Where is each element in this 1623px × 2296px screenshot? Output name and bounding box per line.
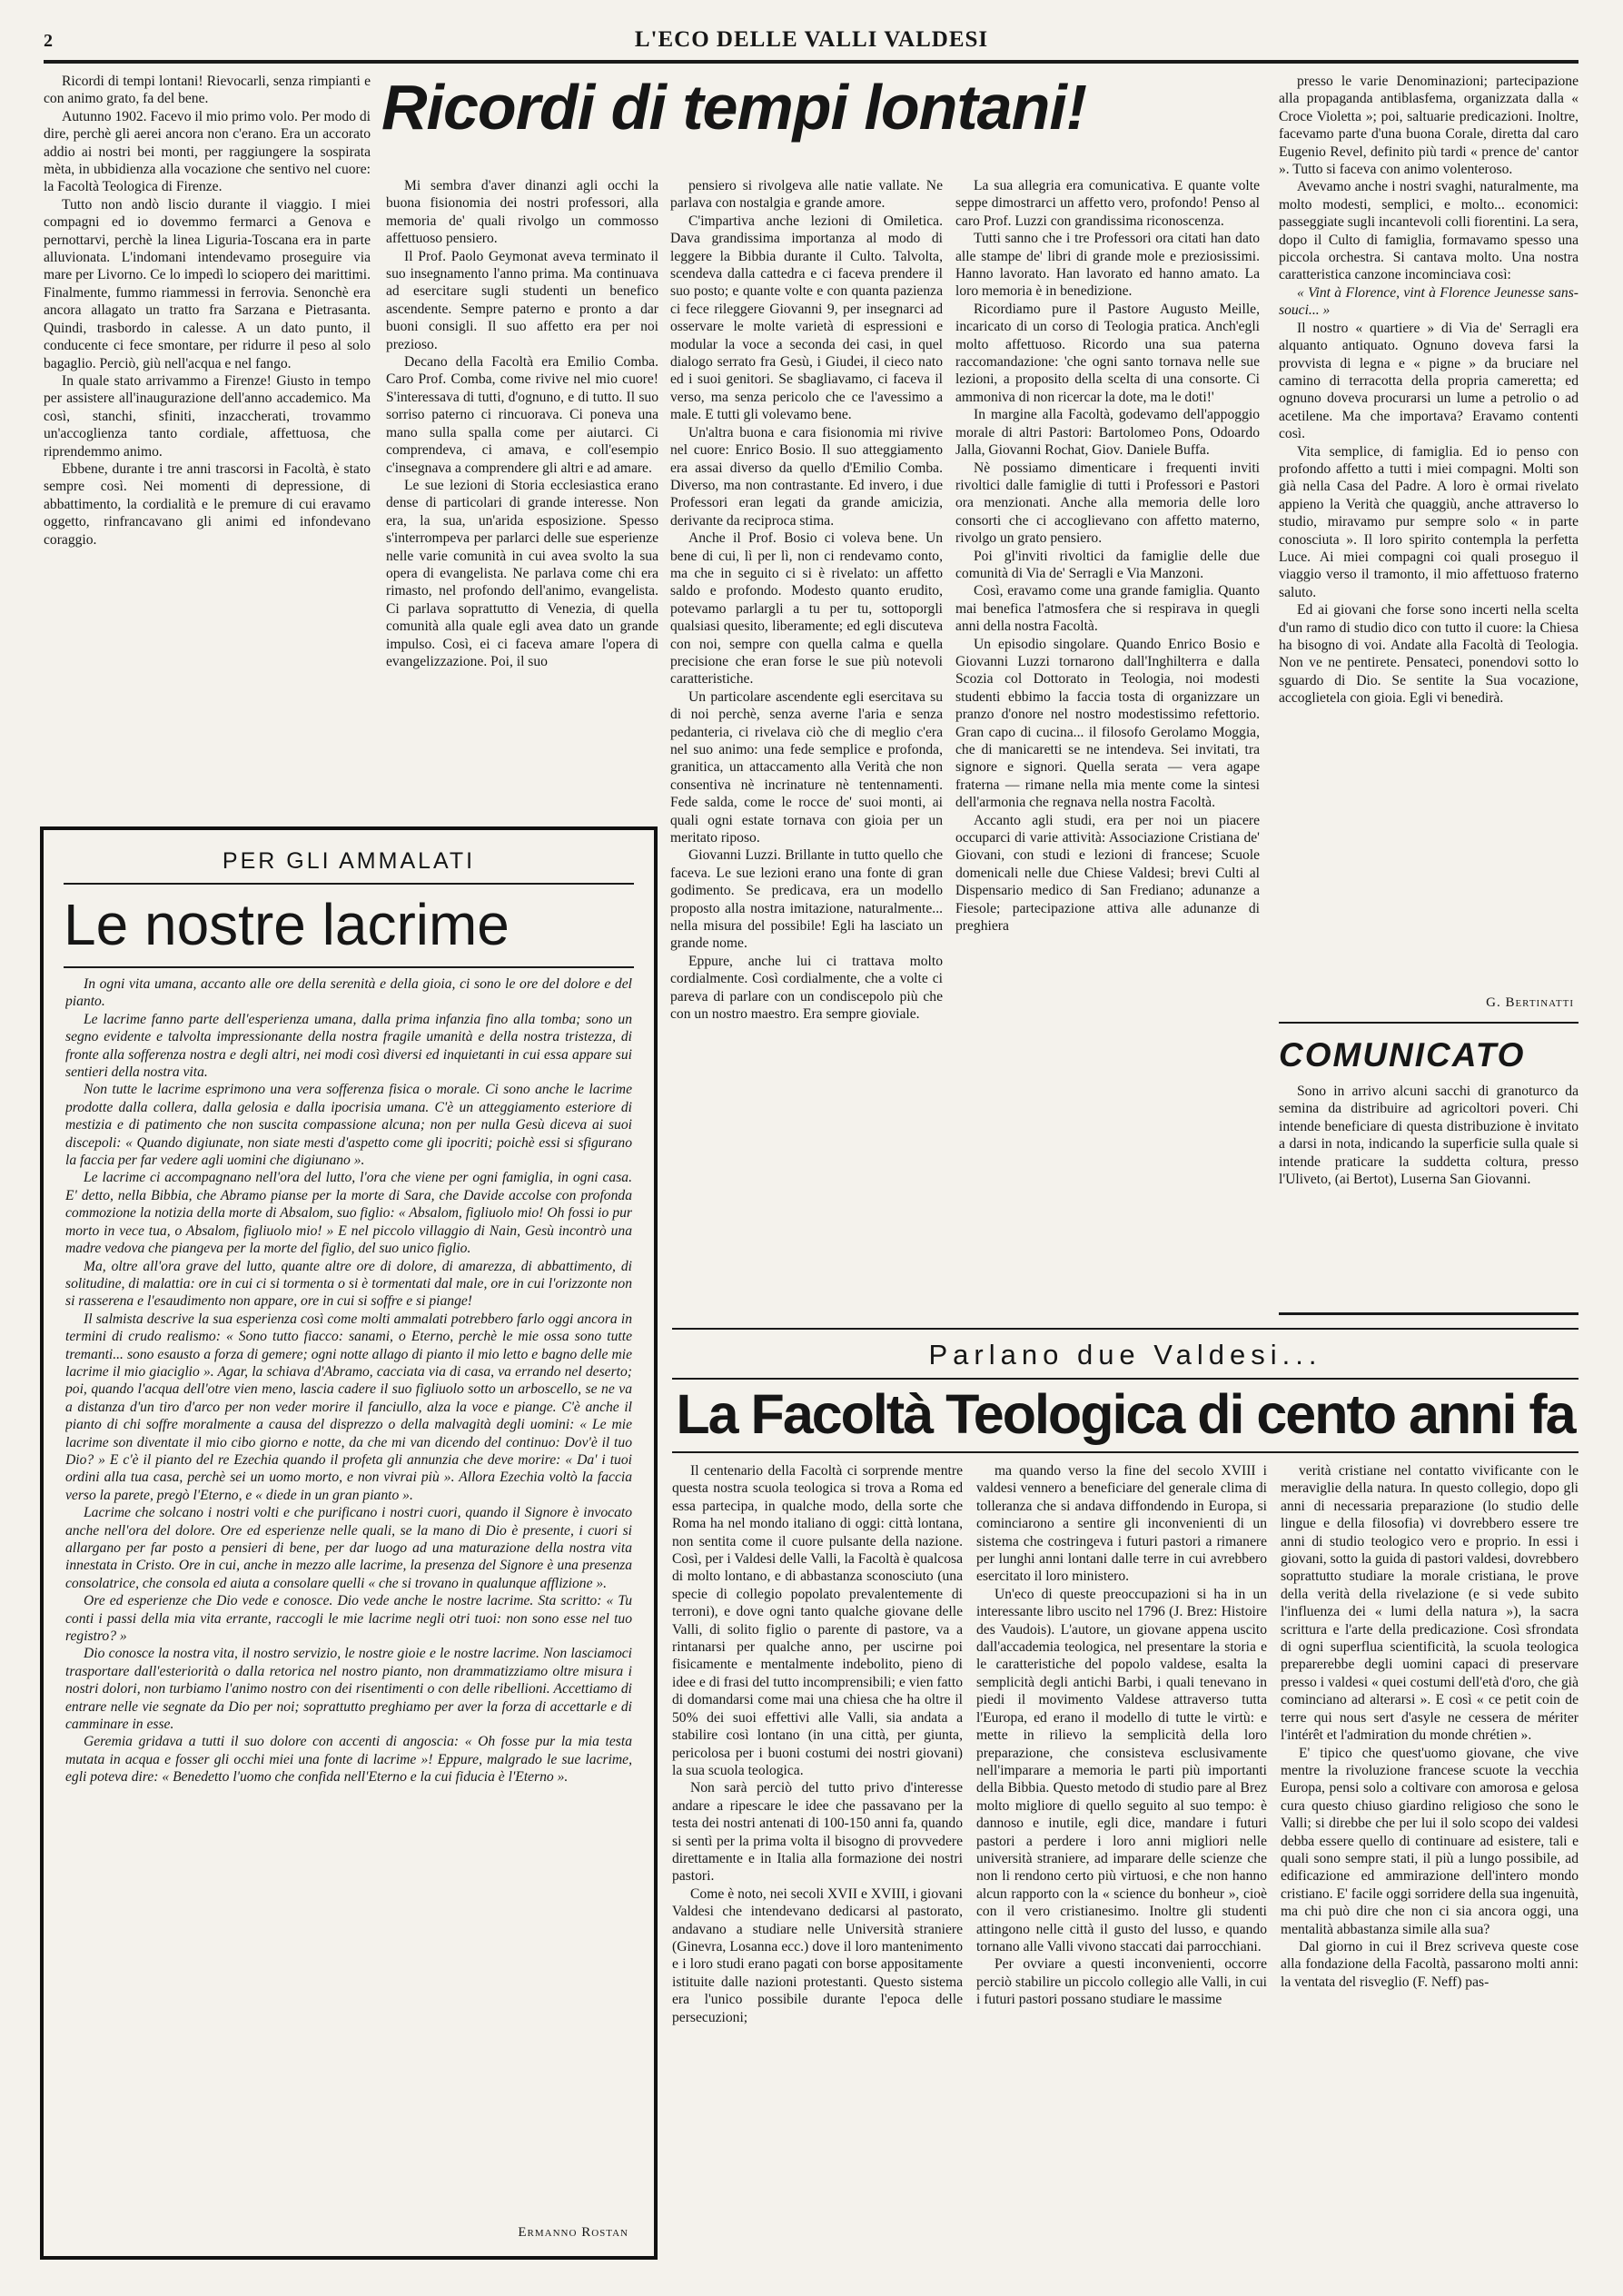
page-number: 2 [44,31,53,51]
ricordi-paragraph: Ricordi di tempi lontani! Rievocarli, senza rimpianti e con animo grato, fa del bene. [44,74,371,107]
facolta-title: La Facoltà Teologica di cento anni fa [676,1383,1575,1445]
facolta-paragraph: ma quando verso la fine del secolo XVIII i valdesi vennero a beneficiare del generale clima di tolleranza che si andava diffondendo in Europa, si cominciarono a sentire gli inconvenienti di un sistema che costringeva i futuri pastori a rimanere per lunghi anni lontani dalle terre in cui avrebbero esercitato il loro ministero. [976,1463,1267,1585]
comunicato-text: Sono in arrivo alcuni sacchi di granoturco da semina da distribuire ad agricoltori poveri. Chi intende beneficiare di questa distribuzione è invitato a darsi in nota, indicando la superficie sulla quale si intende praticare la suddetta coltura, presso l'Uliveto, (ai Bertot), Luserna San Giovanni. [1279,1084,1578,1188]
ricordi-title: Ricordi di tempi lontani! [381,72,1087,143]
lacrime-title: Le nostre lacrime [64,892,510,957]
ricordi-paragraph: Ed ai giovani che forse sono incerti nella scelta d'un ramo di studio dico con tutto il cuore: la Chiesa ha bisogno di voi. Andate alla Facoltà di Teologia. Non ve ne pentirete. Pensateci, ponendovi sotto lo sguardo di Dio. Se sentite la Sua vocazione, accoglietela con gioia. Egli vi benedirà. [1279,602,1578,707]
ricordi-paragraph: Mi sembra d'aver dinanzi agli occhi la buona fisionomia dei nostri professori, alla memoria de' quali rivolgo un commosso affettuoso pensiero. [386,178,658,247]
newspaper-title: L'ECO DELLE VALLI VALDESI [634,27,989,52]
ricordi-paragraph: presso le varie Denominazioni; partecipazione alla propaganda antiblasfema, organizzata dalla « Croce Violetta »; poi, saltuarie predicazioni. Inoltre, facevamo parte d'una buona Corale, diretta dal caro Eugenio Revel, definito più tardi « prence de' cantor ». Tutto si faceva con animo volenteroso. [1279,74,1578,178]
ricordi-paragraph: Un'altra buona e cara fisionomia mi rivive nel cuore: Enrico Bosio. Il suo atteggiamento era assai diverso da quello d'Emilio Comba. Diverso, ma non contrastante. Ed invero, i due Professori eran legati da grande amicizia, derivante da reciproca stima. [670,424,943,529]
facolta-rule-top [672,1328,1578,1330]
facolta-column-1 [672,1462,963,2261]
lacrime-kicker: PER GLI AMMALATI [222,848,476,874]
facolta-paragraph: Il centenario della Facoltà ci sorprende mentre questa nostra scuola teologica si trova a Roma ed essa partecipa, in qualche modo, della sorte che Roma ha nel mondo italiano di oggi: città lontana, non sentita come il cuore pulsante della nazione. Così, per i Valdesi delle Valli, la Facoltà è qualcosa di molto lontano, e di abbastanza sconosciuto (una specie di collegio popolato prevalentemente di terroni), e dove ogni tanto qualche giovane delle Valli, di solito figlio o parente di pastore, va a rintanarsi per qualche anno, per uscirne poi fisicamente e mentalmente indebolito, pieno di idee e di frasi del tutto incomprensibili; e vien fatto di domandarsi come mai una chiesa che ha oltre il 50% dei suoi effettivi alle Valli, sia andata a stabilire così lontano (in una città, per giunta, pericolosa per i buoni costumi dei nostri giovani) la sua scuola teologica. [672,1463,963,1778]
ricordi-paragraph: Così, eravamo come una grande famiglia. Quanto mai benefica l'atmosfera che si respirava in quegli anni della nostra Facoltà. [955,583,1260,635]
facolta-paragraph: Per ovviare a questi inconvenienti, occorre perciò stabilire un piccolo collegio alle Valli, in cui i futuri pastori possano studiare le massime [976,1956,1267,2008]
comunicato-body [1279,1083,1578,1305]
ricordi-paragraph: Ebbene, durante i tre anni trascorsi in Facoltà, è stato sempre così. Nei momenti di depressione, di abbattimento, la cordialità e le premure di cui eravamo oggetto, rinfrancavano gli animi ed infondevano coraggio. [44,460,371,548]
ricordi-paragraph: pensiero si rivolgeva alle natie vallate. Ne parlava con nostalgia e grande amore. [670,178,943,212]
ricordi-paragraph: Il Prof. Paolo Geymonat aveva terminato il suo insegnamento l'anno prima. Ma continuava ad esercitare sugli studenti un benefico ascendente. Sempre paterno e pronto a dar buoni consigli. Il suo affetto era per noi prezioso. [386,248,658,352]
ricordi-column-1 [44,73,371,804]
ricordi-paragraph: Il nostro « quartiere » di Via de' Serragli era alquanto antiquato. Ognuno doveva farsi la provvista di legna e « pigne » da bruciare nel camino di terracotta della propria cameretta; ed ognuno doveva procurarsi un lume a petrolio o ad acetilene. Ma che importava? Eravamo contenti così. [1279,320,1578,442]
facolta-title-rule [672,1451,1578,1453]
ricordi-paragraph: C'impartiva anche lezioni di Omiletica. Dava grandissima importanza al modo di leggere la Bibbia durante il Culto. Talvolta, scendeva dalla cattedra e ci faceva prendere il suo posto; e quante volte e con quanta pazienza ci fece rileggere Giovanni 9, per insegnarci ad osservare le molte varietà di espressioni e modular la voce a seconda dei casi, in quel dialogo serrato fra Gesù, i Giudei, il cieco nato ed i suoi genitori. Se sbagliavamo, ci faceva il verso, ma senza pericolo che ce l'avessimo a male. E tutti gli volevamo bene. [670,213,943,423]
ricordi-column-5 [1279,73,1578,999]
lacrime-paragraph: Lacrime che solcano i nostri volti e che purificano i nostri cuori, quando il Signore è invocato anche nell'ora del dolore. Ore ed esperienze nelle quali, se la mano di Dio è presente, i cuori si allargano per far posto a pensieri di bene, per dar luogo ad una maturazione della nostra vita innestata in Cristo. Ore in cui, anche in mezzo alle lacrime, la presenza del Signore è una presenza consolatrice, che consola ed aiuta a consolare quelli « che si trovano in qualunque afflizione ». [65,1505,632,1591]
ricordi-paragraph: Poi gl'inviti rivoltici da famiglie delle due comunità di Via de' Serragli e Via Manzoni. [955,548,1260,581]
ricordi-paragraph: Vita semplice, di famiglia. Ed io penso con profondo affetto a tutti i miei compagni. Molti son già nella Casa del Padre. A loro è ormai rivelato appieno la Verità che quaggiù, anche attraverso lo studio, miravamo pur sempre solo « in parte conosciuta ». Il loro spirito contempla la perfetta Luce. Ai miei compagni coi quali proseguo il viaggio verso il tramonto, il mio affettuoso fraterno saluto. [1279,443,1578,600]
facolta-kicker-rule [672,1378,1578,1380]
ricordi-paragraph: Anche il Prof. Bosio ci voleva bene. Un bene di cui, lì per lì, non ci rendevamo conto, ma che in seguito ci si è rivelato: un affetto saldo e profondo. Modesto quanto erudito, potevamo parlargli a tu per tu, sottoporgli qualsiasi quesito, liberamente; ed egli discuteva con noi, sempre con quella calma e quella precisione che eran forse le sue più notevoli caratteristiche. [670,530,943,688]
comunicato-title: COMUNICATO [1279,1036,1526,1074]
ricordi-paragraph: Un episodio singolare. Quando Enrico Bosio e Giovanni Luzzi tornarono dall'Inghilterra e dalla Scozia col Dottorato in Teologia, noi modesti studenti ebbimo la faccia tosta di organizzare un pranzo d'onore nel nostro modestissimo refettorio. Gran capo di cucina... il filosofo Gerolamo Moggia, che di manicaretti se ne intendeva. Sei invitati, tra signore e signori. Quella serata — vera agape fraterna — rimane nella mia mente come la sintesi dell'armonia che regnava nella nostra Facoltà. [955,636,1260,811]
ricordi-paragraph: Eppure, anche lui ci trattava molto cordialmente. Così cordialmente, che a volte ci pareva di parlare con un condiscepolo più che con un nostro maestro. Era sempre gioviale. [670,953,943,1023]
lacrime-box [40,826,658,2260]
ricordi-column-4 [955,177,1260,1317]
ricordi-paragraph: Autunno 1902. Facevo il mio primo volo. Per modo di dire, perchè gli aerei ancora non c'erano. Era un accorato addio ai nostri bei monti, per raggiungere la sospirata mèta, in ubbidienza alla vocazione che sentivo nel cuore: la Facoltà Teologica di Firenze. [44,108,371,195]
lacrime-paragraph: In ogni vita umana, accanto alle ore della serenità e della gioia, ci sono le ore del dolore e del pianto. [65,976,632,1010]
ricordi-paragraph: Avevamo anche i nostri svaghi, naturalmente, ma molto modesti, semplici, e molto... economici: passeggiate sugli incantevoli colli fiorentini. La sera, dopo il Culto di famiglia, formavamo spesso una piccola orchestra. Si cantava molto. Una nostra caratteristica canzone incominciava così: [1279,179,1578,283]
ricordi-paragraph: Nè possiamo dimenticare i frequenti inviti rivoltici dalle famiglie di tutti i Professori e Pastori ora menzionati. Anche alla memoria delle loro consorti che ci accoglievano con affetto materno, rivolgo un grato pensiero. [955,460,1260,547]
comunicato-rule-top [1279,1022,1578,1024]
facolta-paragraph: Non sarà perciò del tutto privo d'interesse andare a ripescare le idee che passavano per la testa dei nostri antenati di 100-150 anni fa, quando si sentì per la prima volta il bisogno di provvedere direttamente e in Italia alla formazione dei nostri pastori. [672,1780,963,1885]
lacrime-paragraph: Non tutte le lacrime esprimono una vera sofferenza fisica o morale. Ci sono anche le lacrime prodotte dalla collera, dalla gelosia e dalla ipocrisia umana. C'è un atteggiamento esteriore di mestizia e di patimento che non suscita compassione alcuna; non per nulla Gesù diceva ai suoi discepoli: « Quando digiunate, non siate mesti d'aspetto come gli ipocriti; poichè essi si sfigurano la faccia per far vedere agli uomini che digiunano ». [65,1082,632,1169]
facolta-paragraph: Come è noto, nei secoli XVII e XVIII, i giovani Valdesi che intendevano dedicarsi al pastorato, andavano a studiare nelle Università straniere (Ginevra, Losanna ecc.) dove il loro mantenimento e i loro studi erano pagati con borse appositamente istituite dalle nazioni protestanti. Questo sistema era l'unico possibile durante l'epoca delle persecuzioni; [672,1885,963,2025]
comunicato-rule-bottom [1279,1312,1578,1315]
ricordi-paragraph: In margine alla Facoltà, godevamo dell'appoggio morale di altri Pastori: Bartolomeo Pons, Odoardo Jalla, Giovanni Rochat, Giov. Daniele Buffa. [955,407,1260,459]
lacrime-paragraph: Ma, oltre all'ora grave del lutto, quante altre ore di dolore, di amarezza, di abbattimento, di solitudine, di malattia: ore in cui ci si tormenta o si è tormentati dal male, ore in cui l'orizzonte non si rasserena e l'esaudimento non appare, ore in cui si soffre e si piange! [65,1258,632,1310]
lacrime-paragraph: Il salmista descrive la sua esperienza così come molti ammalati potrebbero farlo oggi ancora in termini di crudo realismo: « Sono tutto fiacco: sanami, o Eterno, perchè le mie ossa sono tutte tremanti... sono esausto a forza di gemere; ogni notte allago di pianto il mio letto e bagno delle mie lacrime il mio giaciglio ». Agar, la schiava d'Abramo, cacciata via di casa, va errando nel deserto; poi, quando l'acqua dell'otre vien meno, lascia cadere il suo figliuolo sotto un arboscello, se ne va a distanza d'un tiro d'arco per non veder morire il fanciullo, alza la voce e piange. C'è anche il pianto di chi soffre moralmente a causa del disprezzo o della malvagità degli uomini: « Le mie lacrime son diventate il mio cibo giorno e notte, da che mi van dicendo del continuo: Dov'è il tuo Dio? » E c'è il pianto del re Ezechia quando il profeta gli annunzia che deve morire: « Da' i tuoi ordini alla tua casa, perchè sei un uomo morto, e non vivrai più ». Allora Ezechia voltò la faccia verso la parete, pregò l'Eterno, e « diede in un gran pianto ». [65,1311,632,1503]
facolta-column-2 [976,1462,1267,2261]
ricordi-signature: G. Bertinatti [1486,995,1574,1010]
lacrime-kicker-rule [64,883,634,885]
lacrime-signature: Ermanno Rostan [518,2225,628,2240]
lacrime-paragraph: Geremia gridava a tutti il suo dolore con accenti di angoscia: « Oh fosse pur la mia testa mutata in acqua e fosser gli occhi miei una fonte di lacrime »! Eppure, malgrado le sue lacrime, egli poteva dire: « Benedetto l'uomo che confida nell'Eterno e la cui fiducia è l'Eterno ». [65,1734,632,1786]
ricordi-paragraph: Un particolare ascendente egli esercitava su di noi perchè, senza averne l'aria e senza pedanteria, ci rivelava ciò che di meglio c'era nel suo animo: una fede semplice e profonda, granitica, un attaccamento alla Verità che non consentiva nè incrinature nè tentennamenti. Fede salda, come le rocce de' suoi monti, ai quali ogni estate tornava con gioia per un meritato riposo. [670,688,943,846]
facolta-kicker: Parlano due Valdesi... [928,1339,1322,1371]
ricordi-paragraph: Tutto non andò liscio durante il viaggio. I miei compagni ed io dovemmo fermarci a Genova e pernottarvi, perchè la linea Liguria-Toscana era in parte alluvionata. L'indomani intendevamo proseguire via mare per Livorno. Ce lo impedì lo sciopero dei marittimi. Finalmente, fummo riammessi in ferrovia. Senonchè era ancora allagato un tratto fra Sarzana e Pietrasanta. Quindi, trasbordo in calesse. A un dato punto, il conducente ci fece smontare, per ridurre il peso al solo bagaglio. Perciò, giù nell'acqua e nel fango. [44,196,371,371]
ricordi-paragraph: La sua allegria era comunicativa. E quante volte seppe dimostrarci un affetto vero, profondo! Penso al caro Prof. Luzzi con grandissima riconoscenza. [955,178,1260,229]
lacrime-title-rule [64,966,634,968]
ricordi-paragraph: In quale stato arrivammo a Firenze! Giusto in tempo per assistere all'inaugurazione dell'anno accademico. Ma così, stanchi, sfiniti, inzaccherati, trovammo un'accoglienza tanto cordiale, affettuosa, che riprendemmo animo. [44,372,371,460]
facolta-paragraph: E' tipico che quest'uomo giovane, che vive mentre la rivoluzione francese scuote la vecchia Europa, pensi solo a coltivare con amorosa e gelosa cura questo chiuso giardino religioso che sono le Valli; si direbbe che per lui il solo scopo dei valdesi debba essere quello di continuare ad esistere, tali e quali sono sempre stati, il più a lungo possibile, ad edificazione ed ammirazione dell'intero mondo cristiano. E' facile oggi sorridere della sua ingenuità, ma chi può dire che non ci sia ancora oggi, una mentalità abbastanza simile alla sua? [1281,1745,1578,1937]
facolta-paragraph: verità cristiane nel contatto vivificante con le meraviglie della natura. In questo collegio, dopo gli anni di necessaria preparazione (lo studio delle lingue e della filosofia) vi dovrebbero essere tre anni di studio teologico vero e proprio. In essi i giovani, sotto la guida di pastori valdesi, dovrebbero soprattutto studiare la morale cristiana, le prove della verità della rivelazione (e si vede subito l'influenza dei « lumi della natura »), la sacra scrittura e l'arte della predicazione. Così sfrondata di ogni superflua scientificità, la scuola teologica preparerebbe degli uomini capaci di preservare presso i valdesi « quei costumi dell'età d'oro, che già cominciano ad alterarsi ». E così « ce petit coin de terre qui nous sert d'asyle ne cessera de mériter l'intérêt et l'admiration du monde chrétien ». [1281,1463,1578,1744]
facolta-paragraph: Dal giorno in cui il Brez scriveva queste cose alla fondazione della Facoltà, passarono molti anni: la ventata del risveglio (F. Neff) pas- [1281,1938,1578,1990]
lacrime-paragraph: Ore ed esperienze che Dio vede e conosce. Dio vede anche le nostre lacrime. Sta scritto: « Tu conti i passi della mia vita errante, raccogli le mie lacrime negli otri tuoi: non sono esse nel tuo registro? » [65,1593,632,1645]
ricordi-paragraph: Tutti sanno che i tre Professori ora citati han dato alle stampe de' libri di grande mole e preziosissimi. Hanno lavorato. Han lavorato ed hanno amato. La loro memoria è in benedizione. [955,231,1260,300]
header-rule [44,60,1578,64]
song-quote: « Vint à Florence, vint à Florence Jeunesse sans-souci... » [1279,284,1578,319]
facolta-paragraph: Un'eco di queste preoccupazioni si ha in un interessante libro uscito nel 1796 (J. Brez: Histoire des Vaudois). L'autore, un giovane appena uscito dall'accademia teologica, nel presentare la storia e le caratteristiche del popolo valdese, esalta la semplicità degli antichi Barbi, i quali tenevano in piedi il movimento Valdese attraverso tutta l'Europa, ed erano il modello di tutte le virtù: e mette in rilievo la semplicità della loro preparazione, che consisteva esclusivamente nell'imparare a memoria le parti più importanti della Bibbia. Questo metodo di studio pare al Brez molto migliore di quello seguito al suo tempo: è dannoso e inutile, egli dice, mandare i futuri pastori a perdere i loro anni migliori nelle università straniere, ad imparare delle scienze che non li rendono certo più virtuosi, e che non hanno alcun rapporto con la « science du bonheur », cioè con il vero cristianesimo. Inoltre gli studenti attingono nelle città il gusto del lusso, e quando tornano alle Valli vivono staccati dai parrocchiani. [976,1586,1267,1955]
lacrime-paragraph: Le lacrime ci accompagnano nell'ora del lutto, l'ora che viene per ogni famiglia, in ogni casa. E' detto, nella Bibbia, che Abramo pianse per la morte di Sara, che Davide accolse con profonda commozione la notizia della morte di Absalom, suo figlio: « Absalom, figliuolo mio! Oh fossi io pur morto in vece tua, o Absalom, figliuolo mio! » E nel piccolo villaggio di Nain, Gesù incontrò una madre vedova che piangeva per la morte del figlio, del suo unico figlio. [65,1170,632,1257]
ricordi-paragraph: Accanto agli studi, era per noi un piacere occuparci di varie attività: Associazione Cristiana de' Giovani, con studi e lezioni di francese; Scuole domenicali nelle due Chiese Valdesi; brevi Culti al Dispensario medico di San Frediano; adunanze a Fiesole; partecipazione attiva alle adunanze di preghiera [955,812,1260,935]
ricordi-paragraph: Le sue lezioni di Storia ecclesiastica erano dense di particolari di grande interesse. Non era, la sua, un'arida esposizione. Spesso s'interrompeva per parlarci delle sue esperienze nelle varie comunità in cui avea svolto la sua opera di evangelista. Ne parlava come chi era rimasto, nel profondo dell'animo, evangelista. Ci parlava soprattutto di Venezia, di quella comunità alla quale egli avea dato un grande impulso. Così, ei ci faceva amare l'opera di evangelizzazione. Poi, il suo [386,477,658,669]
ricordi-paragraph: Decano della Facoltà era Emilio Comba. Caro Prof. Comba, come rivive nel mio cuore! S'interessava di tutti, d'ognuno, e di tutto. Il suo sorriso paterno ci rincuorava. Ci poneva una mano sulla spalla come per aiutarci. Ci comprendeva, ci amava, e coll'esempio c'insegnava a comprendere gli altri e ad amare. [386,354,658,476]
ricordi-paragraph: Ricordiamo pure il Pastore Augusto Meille, incaricato di un corso di Teologia pratica. Anch'egli molto affettuoso. Ricordo una sua paterna raccomandazione: 'che ogni santo tornava nelle sue lezioni, a proposito della scelta di una consorte. Ci ammoniva di non ricercar la dote, ma le doti!' [955,301,1260,405]
ricordi-column-2 [386,177,658,804]
lacrime-paragraph: Dio conosce la nostra vita, il nostro servizio, le nostre gioie e le nostre lacrime. Non lasciamoci trasportare dall'esteriorità o dalla retorica nel nostro pianto, non drammatizziamo oltre misura i nostri dolori, non turbiamo l'animo nostro con dei risentimenti o con delle ribellioni. Accettiamo di entrare nelle vie segnate da Dio per noi; soprattutto preghiamo per aver la forza di accettarle e di camminare in esse. [65,1646,632,1733]
ricordi-paragraph: Giovanni Luzzi. Brillante in tutto quello che faceva. Le sue lezioni erano una fonte di gran godimento. Se predicava, era un modello proposto alla nostra imitazione, naturalmente... nella misura del possibile! Egli ha lasciato un grande nome. [670,847,943,952]
lacrime-paragraph: Le lacrime fanno parte dell'esperienza umana, dalla prima infanzia fino alla tomba; sono un segno evidente e talvolta impressionante della nostra fragile umanità e della nostra tristezza, di fronte alla sofferenza nostra e degli altri, nei modi così diversi ed inquietanti in cui essa appare sui sentieri della nostra vita. [65,1011,632,1081]
lacrime-body [65,975,632,2215]
ricordi-column-3 [670,177,943,1317]
facolta-column-3 [1281,1462,1578,2261]
